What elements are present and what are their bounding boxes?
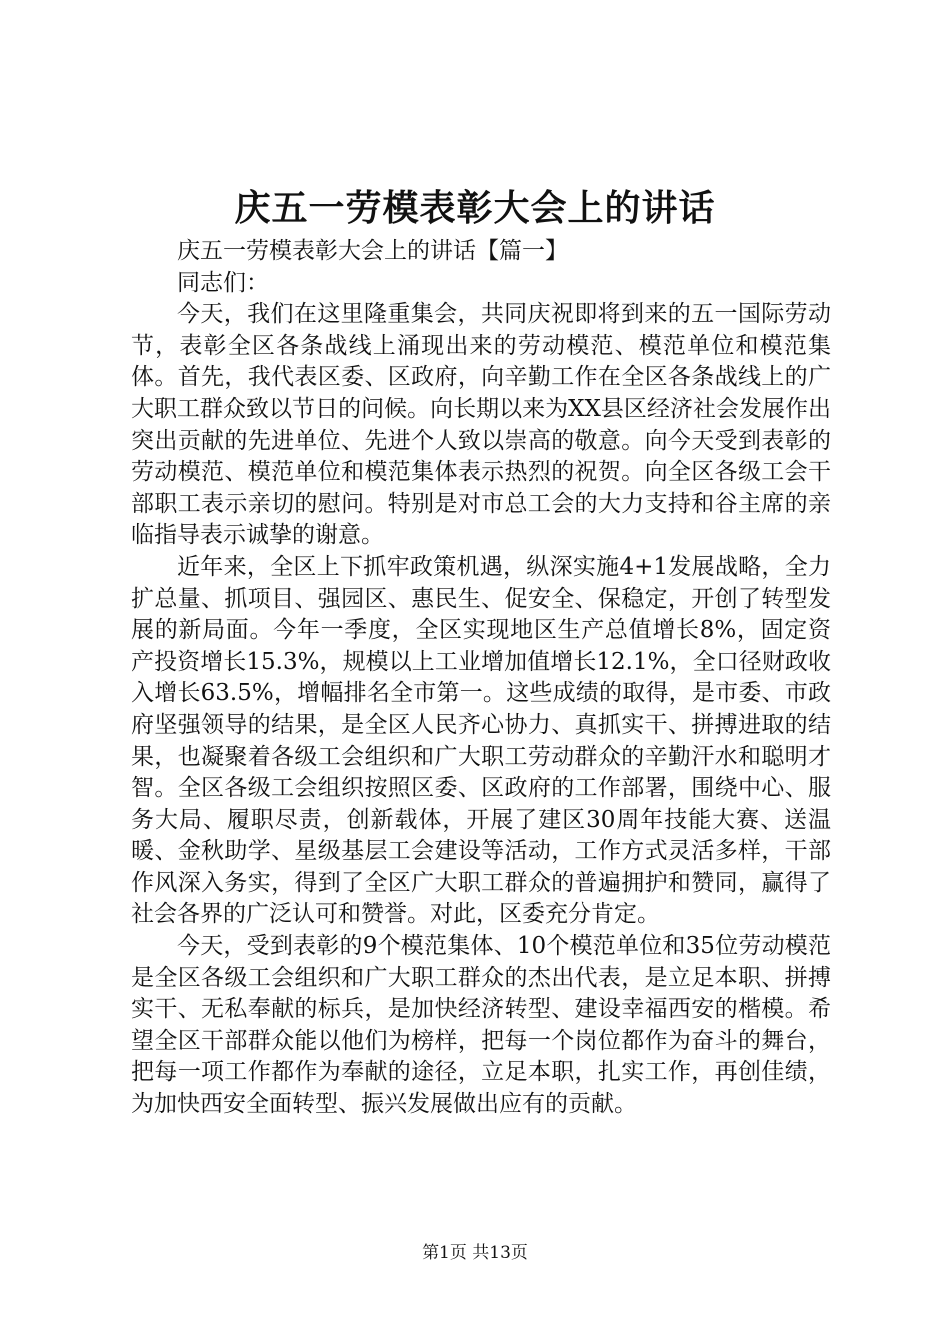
paragraph-3: 今天，受到表彰的9个模范集体、10个模范单位和35位劳动模范是全区各级工会组织和广大职工群众的杰出代表，是立足本职、拼搏实干、无私奉献的标兵，是加快经济转型、建设幸福西安的楷模。希望全区干部群众能以他们为榜样，把每一个岗位都作为奋斗的舞台，把每一项工作都作为奉献的途径，立足本职，扎实工作，再创佳绩，为加快西安全面转型、振兴发展做出应有的贡献。 <box>131 933 831 1118</box>
document-title: 庆五一劳模表彰大会上的讲话 <box>234 187 716 229</box>
paragraph-2: 近年来，全区上下抓牢政策机遇，纵深实施4+1发展战略，全力扩总量、抓项目、强园区、惠民生、促安全、保稳定，开创了转型发展的新局面。今年一季度，全区实现地区生产总值增长8%，固定资产投资增长15.3%，规模以上工业增加值增长12.1%，全口径财政收入增长63.5%，增幅排名全市第一。这些成绩的取得，是市委、市政府坚强领导的结果，是全区人民齐心协力、真抓实干、拼搏进取的结果，也凝聚着各级工会组织和广大职工劳动群众的辛勤汗水和聪明才智。全区各级工会组织按照区委、区政府的工作部署，围绕中心、服务大局、履职尽责，创新载体，开展了建区30周年技能大赛、送温暖、金秋助学、星级基层工会建设等活动，工作方式灵活多样，干部作风深入务实，得到了全区广大职工群众的普遍拥护和赞同，赢得了社会各界的广泛认可和赞誉。对此，区委充分肯定。 <box>131 553 831 928</box>
salutation: 同志们： <box>177 269 269 296</box>
section-heading: 庆五一劳模表彰大会上的讲话【篇一】 <box>177 238 568 264</box>
document-body <box>131 236 831 1121</box>
page-footer: 第1页 共13页 <box>422 1243 528 1263</box>
paragraph-1: 今天，我们在这里隆重集会，共同庆祝即将到来的五一国际劳动节，表彰全区各条战线上涌现出来的劳动模范、模范单位和模范集体。首先，我代表区委、区政府，向辛勤工作在全区各条战线上的广大职工群众致以节日的问候。向长期以来为XX县区经济社会发展作出突出贡献的先进单位、先进个人致以崇高的敬意。向今天受到表彰的劳动模范、模范单位和模范集体表示热烈的祝贺。向全区各级工会干部职工表示亲切的慰问。特别是对市总工会的大力支持和谷主席的亲临指导表示诚挚的谢意。 <box>131 301 831 549</box>
